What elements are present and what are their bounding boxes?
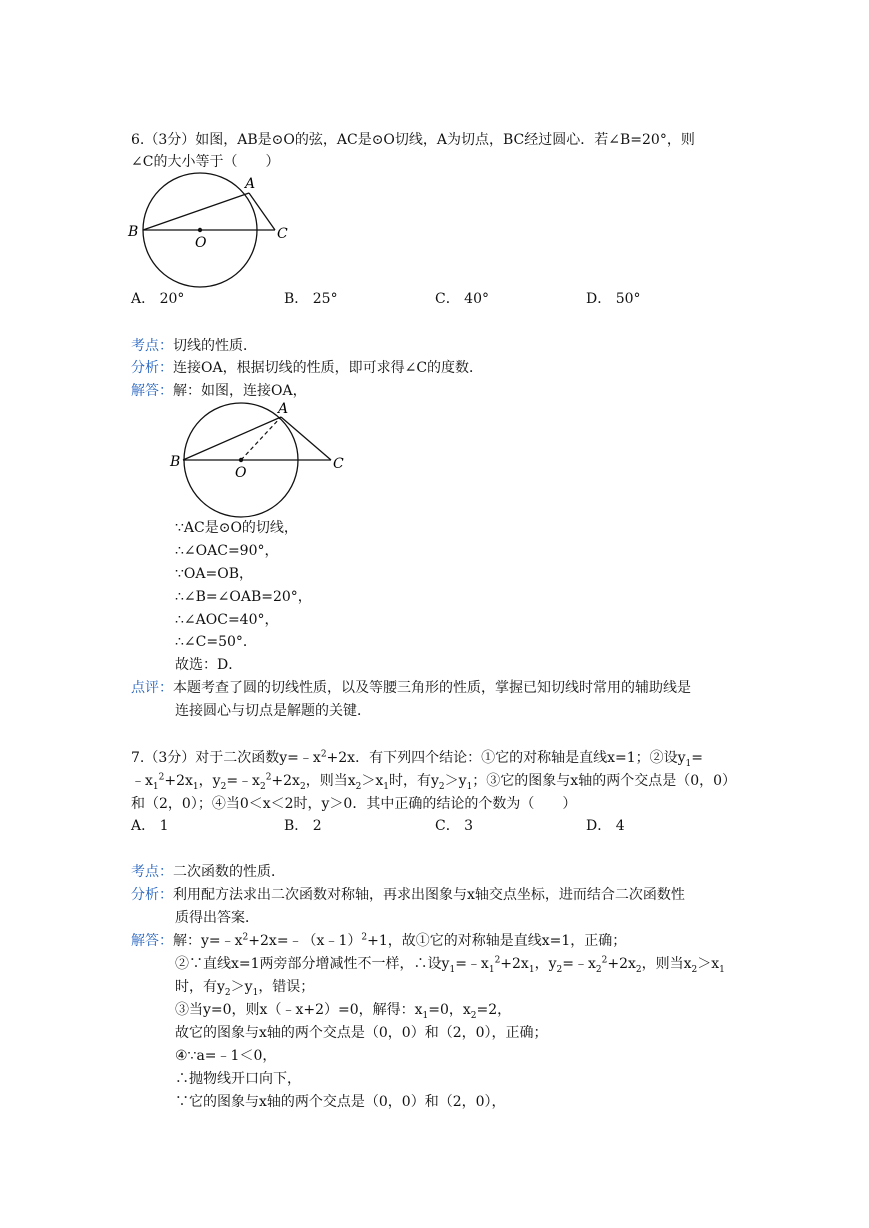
sub: 2	[355, 781, 362, 792]
q6-step-3: ∵OA=OB，	[175, 566, 253, 582]
text: 7.（3分）对于二次函数y=﹣x	[131, 750, 321, 766]
text: ，y	[198, 773, 221, 789]
sub: 1	[449, 964, 456, 975]
q6-step-6: ∴∠C=50°．	[175, 634, 257, 650]
q6-line-ba	[143, 193, 249, 230]
q7-jieda-line6: ④∵a=﹣1＜0，	[175, 1048, 277, 1064]
q7-fenxi	[131, 885, 685, 905]
q6-step-1: ∵AC是⊙O的切线，	[175, 520, 298, 536]
fenxi-label: 分析：	[131, 887, 173, 903]
option-text: 3	[464, 818, 474, 834]
q6-stem-line2: ∠C的大小等于（ ）	[131, 154, 280, 170]
text: =﹣x	[226, 773, 260, 789]
q7-jieda-line4	[175, 1000, 511, 1020]
q7-jieda-line5: 故它的图象与x轴的两个交点是（0，0）和（2，0），正确；	[175, 1025, 548, 1041]
option-letter: B．	[284, 818, 309, 834]
text: +2x	[164, 773, 193, 789]
sub: 1	[152, 781, 159, 792]
text: ＞x	[361, 773, 384, 789]
sub: 2	[556, 964, 563, 975]
text: =0，x	[428, 1002, 471, 1018]
sup: 2	[361, 932, 368, 943]
text: 时，有y	[175, 979, 225, 995]
option-letter: A．	[131, 818, 156, 834]
q6-stem-line1: 6.（3分）如图，AB是⊙O的弦，AC是⊙O切线，A为切点，BC经过圆心．若∠B=20°，则	[131, 132, 695, 148]
sup: 2	[494, 955, 501, 966]
q6-option-a	[131, 289, 184, 309]
q6-jieda	[131, 381, 307, 401]
text: ②∵直线x=1两旁部分增减性不一样，∴设y	[175, 956, 450, 972]
kaodian-label: 考点：	[131, 864, 173, 880]
q6-solution-figure	[168, 400, 353, 518]
option-text: 1	[159, 818, 169, 834]
sup: 2	[158, 772, 165, 783]
sub: 1	[252, 987, 259, 998]
text: +2x	[607, 956, 636, 972]
sub: 2	[220, 781, 227, 792]
dianping-label: 点评：	[131, 680, 173, 696]
kaodian-text: 切线的性质．	[173, 338, 257, 354]
text: =	[691, 750, 703, 766]
sub: 2	[470, 1010, 477, 1021]
text: =2，	[476, 1002, 512, 1018]
q6-fenxi	[131, 358, 483, 378]
q6-step-5: ∴∠AOC=40°，	[175, 612, 279, 628]
text: ，错误；	[258, 979, 315, 995]
q6-dianping	[131, 678, 691, 698]
q6s-label-b: B	[170, 454, 181, 470]
q7-stem-line2	[131, 771, 736, 791]
option-letter: C．	[435, 818, 460, 834]
text: ＞y	[230, 979, 253, 995]
q6-option-d	[586, 289, 641, 309]
q6s-label-o: O	[235, 465, 247, 481]
q6-option-c	[435, 289, 489, 309]
text: ＞x	[697, 956, 720, 972]
text: ，y	[534, 956, 557, 972]
sub: 2	[259, 781, 266, 792]
q7-jieda-line8: ∵它的图象与x轴的两个交点是（0，0）和（2，0），	[175, 1094, 506, 1110]
q7-stem-line1	[131, 748, 703, 768]
q6-label-c: C	[277, 226, 288, 242]
sub: 2	[595, 964, 602, 975]
q6s-label-c: C	[333, 456, 344, 472]
q6-label-a: A	[245, 176, 256, 192]
text: +2x	[500, 956, 529, 972]
sup: 2	[242, 932, 249, 943]
option-letter: D．	[586, 291, 612, 307]
kaodian-text: 二次函数的性质．	[173, 864, 285, 880]
q6-step-2: ∴∠OAC=90°，	[175, 543, 279, 559]
option-text: 40°	[464, 291, 489, 307]
sup: 2	[601, 955, 608, 966]
q7-option-d	[586, 816, 625, 836]
text: ，则当x	[305, 773, 356, 789]
text: +2x=﹣（x﹣1）	[248, 933, 362, 949]
sub: 1	[685, 758, 692, 769]
q7-stem-line3: 和（2，0）；④当0＜x＜2时，y＞0．其中正确的结论的个数为（ ）	[131, 796, 577, 812]
q6s-line-oa-dashed	[241, 417, 281, 460]
kaodian-label: 考点：	[131, 338, 173, 354]
text: +2x	[271, 773, 300, 789]
q6-label-o: O	[195, 235, 207, 251]
q6-step-7: 故选：D．	[175, 657, 243, 673]
q6s-label-a: A	[278, 401, 289, 417]
fenxi-text: 连接OA，根据切线的性质，即可求得∠C的度数．	[173, 360, 484, 376]
q7-jieda-line3	[175, 977, 314, 997]
option-letter: D．	[586, 818, 612, 834]
text: ③当y=0，则x（﹣x+2）=0，解得：x	[175, 1002, 423, 1018]
q6-line-ac	[249, 193, 275, 230]
q6s-center-dot	[239, 458, 243, 462]
option-text: 20°	[159, 291, 185, 307]
option-text: 50°	[615, 291, 641, 307]
option-letter: B．	[284, 291, 309, 307]
sub: 2	[635, 964, 642, 975]
option-letter: C．	[435, 291, 460, 307]
sub: 2	[299, 781, 306, 792]
dianping-text-1: 本题考查了圆的切线性质，以及等腰三角形的性质，掌握已知切线时常用的辅助线是	[173, 680, 691, 696]
text: 时，有y	[388, 773, 439, 789]
q6-center-dot	[198, 228, 202, 232]
q6s-line-ac	[281, 417, 331, 460]
sup: 2	[320, 749, 327, 760]
sub: 1	[192, 781, 199, 792]
q6-figure-circle-tangent	[125, 170, 305, 292]
sub: 2	[224, 987, 231, 998]
q7-option-c	[435, 816, 473, 836]
text: =﹣x	[562, 956, 596, 972]
q7-option-b	[284, 816, 322, 836]
text: +1，故①它的对称轴是直线x=1，正确；	[367, 933, 627, 949]
q6-label-b: B	[128, 224, 139, 240]
text: 解：y=﹣x	[173, 933, 243, 949]
q6-option-b	[284, 289, 338, 309]
text: ，则当x	[641, 956, 692, 972]
sup: 2	[265, 772, 272, 783]
option-text: 25°	[312, 291, 338, 307]
q6-step-4: ∴∠B=∠OAB=20°，	[175, 589, 312, 605]
text: +2x．有下列四个结论：①它的对称轴是直线x=1；②设y	[326, 750, 686, 766]
sub: 1	[488, 964, 495, 975]
jieda-label: 解答：	[131, 933, 173, 949]
sub: 2	[438, 781, 445, 792]
sub: 1	[719, 964, 725, 975]
option-text: 4	[615, 818, 625, 834]
q7-jieda-line7: ∴抛物线开口向下，	[175, 1071, 301, 1087]
q6-dianping-line2: 连接圆心与切点是解题的关键．	[175, 703, 371, 719]
fenxi-label: 分析：	[131, 360, 173, 376]
sub: 1	[383, 781, 389, 792]
sub: 1	[528, 964, 535, 975]
q7-option-a	[131, 816, 169, 836]
jieda-intro: 解：如图，连接OA，	[173, 383, 307, 399]
q7-jieda-line2	[175, 954, 725, 974]
sub: 2	[691, 964, 698, 975]
text: ＞y	[444, 773, 467, 789]
option-letter: A．	[131, 291, 156, 307]
q7-kaodian	[131, 862, 285, 882]
text: =﹣x	[455, 956, 489, 972]
q7-fenxi-line2: 质得出答案．	[175, 910, 259, 926]
jieda-label: 解答：	[131, 383, 173, 399]
fenxi-text-1: 利用配方法求出二次函数对称轴，再求出图象与x轴交点坐标，进而结合二次函数性	[173, 887, 685, 903]
q6-kaodian	[131, 336, 257, 356]
sub: 1	[422, 1010, 429, 1021]
text: ；③它的图象与x轴的两个交点是（0，0）	[472, 773, 737, 789]
sub: 1	[466, 781, 473, 792]
text: ﹣x	[131, 773, 153, 789]
option-text: 2	[312, 818, 322, 834]
q7-jieda-line1	[131, 931, 626, 951]
